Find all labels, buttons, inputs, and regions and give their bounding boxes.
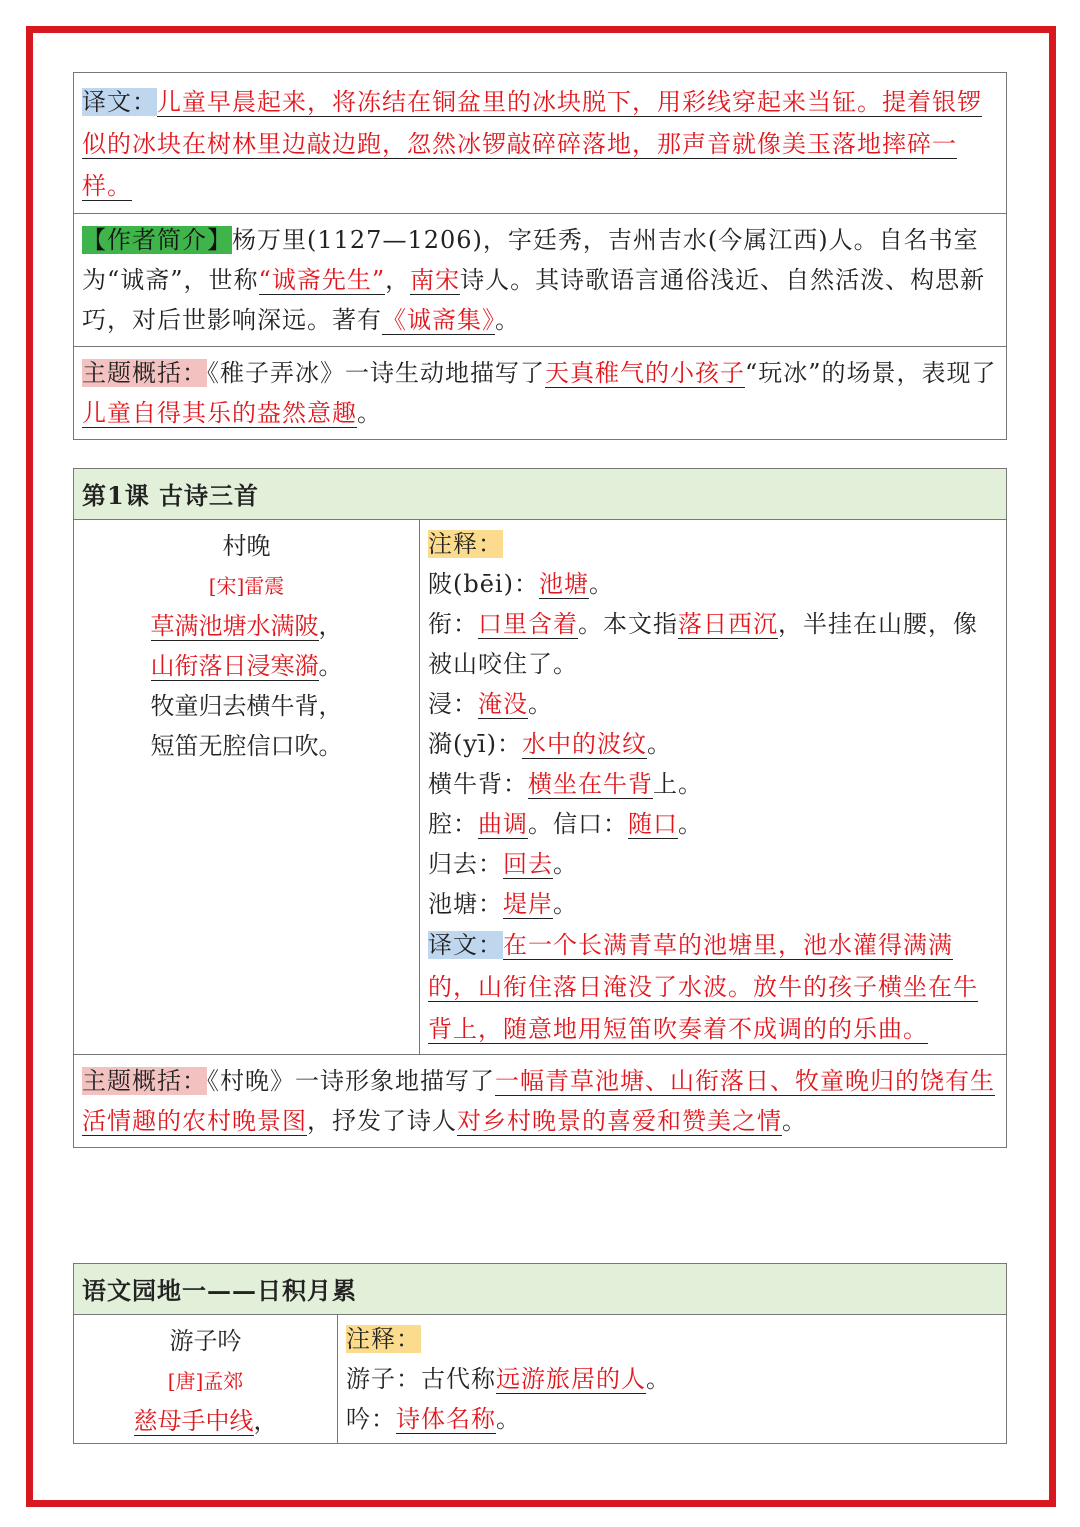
note-2: 吟：诗体名称。 — [346, 1405, 521, 1433]
translation-text: 在一个长满青草的池塘里，池水灌得满满的，山衔住落日淹没了水波。放牛的孩子横坐在牛背上，随意地用短笛吹奏着不成调的的乐曲。 — [428, 931, 978, 1043]
author-intro-label: 【作者简介】 — [82, 226, 232, 254]
poem-author: [宋]雷震 — [208, 574, 285, 598]
note-6: 腔：曲调。信口：随口。 — [428, 810, 703, 838]
poem-notes-columns — [74, 1315, 1006, 1443]
poem-translation — [428, 924, 998, 1050]
theme-key-1: 一幅青草池塘、山衔落日、牧童晚归的饶有生活情趣的农村晚景图 — [82, 1067, 995, 1135]
theme-text: 《稚子弄冰》一诗生动地描写了 — [207, 359, 545, 387]
translation-label: 译文： — [82, 88, 157, 116]
poem-line-1-punct: ， — [253, 1407, 278, 1435]
lesson-1-header: 第1课 古诗三首 — [74, 469, 1006, 520]
notes-label: 注释： — [428, 530, 503, 558]
poem-line-1 — [74, 606, 419, 646]
note-7: 归去：回去。 — [428, 850, 578, 878]
translation-label: 译文： — [428, 931, 503, 959]
poem-line-4: 短笛无腔信口吹。 — [150, 732, 343, 760]
poem-line-2-text: 山衔落日浸寒漪 — [150, 652, 319, 680]
author-text-3: 诗人。其诗歌语言通俗浅近、自然活泼、构思新巧，对后世影响深远。著有 — [82, 266, 986, 334]
poem-title: 村晚 — [222, 532, 271, 560]
note-2: 衔：口里含着。本文指落日西沉，半挂在山腰，像被山咬住了。 — [428, 610, 978, 678]
note-1: 陂(bēi)：池塘。 — [428, 570, 614, 598]
author-text-2: ， — [385, 266, 411, 294]
theme-label: 主题概括： — [82, 359, 207, 387]
poem-line-1 — [74, 1401, 337, 1441]
poem-title: 游子吟 — [169, 1327, 242, 1355]
theme-text-3: 。 — [782, 1107, 807, 1135]
poem-line-1-punct: ， — [318, 612, 343, 640]
poem-notes-columns — [74, 520, 1006, 1054]
author-text: 杨万里(1127—1206)，字廷秀，吉州吉水(今属江西)人。自名书室为“诚斋”，世称 — [82, 226, 979, 294]
theme-text-2: “玩冰”的场景，表现了 — [745, 359, 997, 387]
note-3: 浸：淹没。 — [428, 690, 553, 718]
theme-text-3: 。 — [357, 399, 382, 427]
author-intro-row — [74, 213, 1006, 346]
theme-label: 主题概括： — [82, 1067, 207, 1095]
note-5: 横牛背：横坐在牛背上。 — [428, 770, 703, 798]
theme-text: 《村晚》一诗形象地描写了 — [207, 1067, 495, 1095]
poem-author: [唐]孟郊 — [167, 1369, 244, 1393]
poem-summary-box — [73, 72, 1007, 440]
translation-text: 儿童早晨起来，将冻结在铜盆里的冰块脱下，用彩线穿起来当钲。提着银锣似的冰块在树林里边敲边跑，忽然冰锣敲碎碎落地，那声音就像美玉落地摔碎一样。 — [82, 88, 982, 200]
author-work: 《诚斋集》 — [382, 306, 495, 334]
garden-header: 语文园地一——日积月累 — [74, 1264, 1006, 1315]
poem-line-2 — [74, 646, 419, 686]
theme-text-2: ，抒发了诗人 — [307, 1107, 457, 1135]
author-title: “诚斋先生” — [258, 266, 386, 294]
notes-column — [338, 1315, 1006, 1443]
note-4: 漪(yī)：水中的波纹。 — [428, 730, 672, 758]
poem-line-1-text: 草满池塘水满陂 — [150, 612, 319, 640]
theme-row — [74, 1054, 1006, 1147]
notes-label: 注释： — [346, 1325, 421, 1353]
lesson-1-box — [73, 468, 1007, 1148]
theme-key-2: 儿童自得其乐的盎然意趣 — [82, 399, 357, 427]
poem-column — [74, 1315, 338, 1443]
author-dynasty: 南宋 — [410, 266, 461, 294]
notes-column — [420, 520, 1006, 1054]
poem-line-3: 牧童归去横牛背， — [150, 692, 343, 720]
translation-row — [74, 73, 1006, 213]
poem-column — [74, 520, 420, 1054]
note-8: 池塘：堤岸。 — [428, 890, 578, 918]
note-1: 游子：古代称远游旅居的人。 — [346, 1365, 671, 1393]
theme-row — [74, 346, 1006, 439]
chinese-garden-box — [73, 1263, 1007, 1444]
theme-key-2: 对乡村晚景的喜爱和赞美之情 — [457, 1107, 782, 1135]
theme-key-1: 天真稚气的小孩子 — [545, 359, 745, 387]
poem-line-1-text: 慈母手中线 — [133, 1407, 254, 1435]
poem-line-2-punct: 。 — [318, 652, 343, 680]
author-text-4: 。 — [495, 306, 520, 334]
